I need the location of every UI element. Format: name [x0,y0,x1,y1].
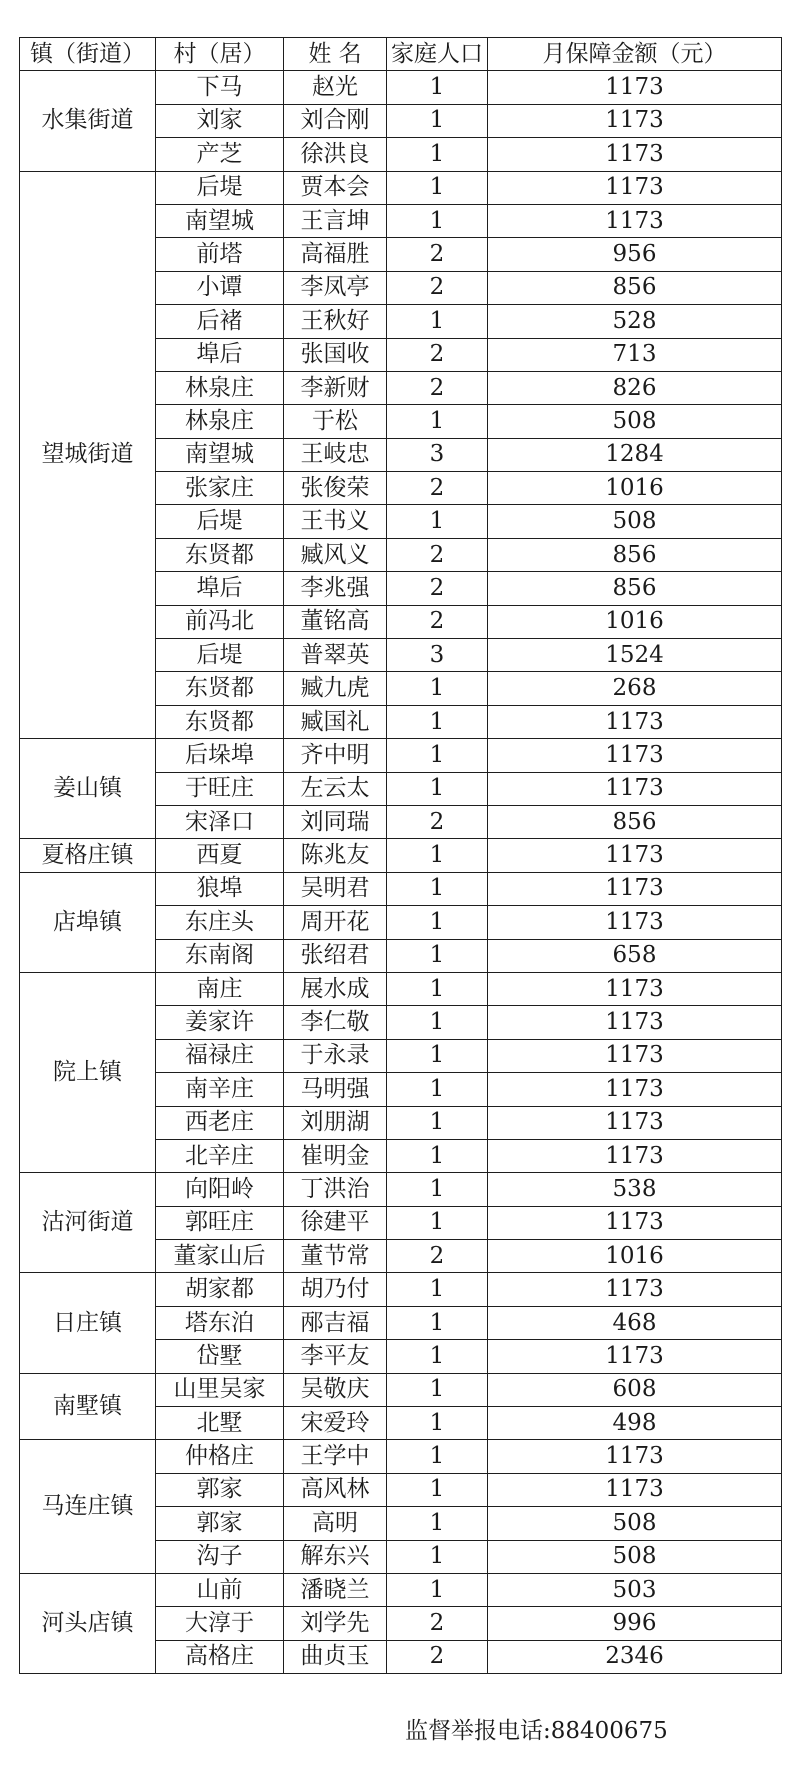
household-size-cell: 2 [387,338,488,371]
village-cell: 塔东泊 [156,1306,284,1339]
village-cell: 胡家都 [156,1273,284,1306]
household-size-cell: 1 [387,1540,488,1573]
table-body [20,71,782,1674]
village-cell: 狼埠 [156,872,284,905]
monthly-amount-cell: 658 [488,939,782,972]
village-cell: 郭旺庄 [156,1206,284,1239]
village-cell: 小谭 [156,271,284,304]
monthly-amount-cell: 1173 [488,1039,782,1072]
name-cell: 邴吉福 [284,1306,387,1339]
household-size-cell: 1 [387,171,488,204]
header-household-size: 家庭人口 [387,38,488,71]
household-size-cell: 1 [387,1206,488,1239]
name-cell: 吴明君 [284,872,387,905]
village-cell: 后垛埠 [156,739,284,772]
village-cell: 董家山后 [156,1240,284,1273]
name-cell: 解东兴 [284,1540,387,1573]
name-cell: 齐中明 [284,739,387,772]
monthly-amount-cell: 856 [488,805,782,838]
household-size-cell: 2 [387,1240,488,1273]
village-cell: 高格庄 [156,1640,284,1673]
name-cell: 李兆强 [284,572,387,605]
household-size-cell: 1 [387,1106,488,1139]
village-cell: 南庄 [156,972,284,1005]
monthly-amount-cell: 508 [488,1540,782,1573]
monthly-amount-cell: 826 [488,371,782,404]
header-village: 村（居） [156,38,284,71]
village-cell: 东贤都 [156,672,284,705]
monthly-amount-cell: 1016 [488,605,782,638]
household-size-cell: 1 [387,972,488,1005]
household-size-cell: 1 [387,1340,488,1373]
name-cell: 董节常 [284,1240,387,1273]
name-cell: 宋爱玲 [284,1407,387,1440]
town-cell: 沽河街道 [20,1173,156,1273]
name-cell: 臧国礼 [284,705,387,738]
monthly-amount-cell: 1173 [488,1473,782,1506]
name-cell: 李仁敬 [284,1006,387,1039]
name-cell: 赵光 [284,71,387,104]
name-cell: 王书义 [284,505,387,538]
monthly-amount-cell: 508 [488,1507,782,1540]
name-cell: 胡乃付 [284,1273,387,1306]
name-cell: 潘晓兰 [284,1573,387,1606]
household-size-cell: 1 [387,1440,488,1473]
village-cell: 东贤都 [156,705,284,738]
village-cell: 东南阁 [156,939,284,972]
village-cell: 郭家 [156,1507,284,1540]
name-cell: 王秋好 [284,305,387,338]
household-size-cell: 1 [387,1573,488,1606]
monthly-amount-cell: 1173 [488,1273,782,1306]
household-size-cell: 1 [387,906,488,939]
name-cell: 高明 [284,1507,387,1540]
monthly-amount-cell: 608 [488,1373,782,1406]
name-cell: 曲贞玉 [284,1640,387,1673]
name-cell: 高福胜 [284,238,387,271]
village-cell: 林泉庄 [156,371,284,404]
household-size-cell: 1 [387,138,488,171]
name-cell: 李凤亭 [284,271,387,304]
monthly-amount-cell: 1016 [488,1240,782,1273]
village-cell: 后堤 [156,171,284,204]
household-size-cell: 1 [387,1507,488,1540]
village-cell: 南望城 [156,438,284,471]
village-cell: 姜家许 [156,1006,284,1039]
household-size-cell: 1 [387,1407,488,1440]
monthly-amount-cell: 528 [488,305,782,338]
town-cell: 南墅镇 [20,1373,156,1440]
name-cell: 王学中 [284,1440,387,1473]
table-row [20,1573,782,1606]
household-size-cell: 1 [387,839,488,872]
monthly-amount-cell: 468 [488,1306,782,1339]
village-cell: 东庄头 [156,906,284,939]
household-size-cell: 1 [387,405,488,438]
town-cell: 马连庄镇 [20,1440,156,1574]
village-cell: 下马 [156,71,284,104]
village-cell: 宋泽口 [156,805,284,838]
name-cell: 崔明金 [284,1139,387,1172]
village-cell: 张家庄 [156,472,284,505]
village-cell: 后堤 [156,505,284,538]
name-cell: 徐建平 [284,1206,387,1239]
relief-table [19,37,782,1674]
town-cell: 望城街道 [20,171,156,739]
household-size-cell: 1 [387,1073,488,1106]
name-cell: 左云太 [284,772,387,805]
table-row [20,1373,782,1406]
monthly-amount-cell: 268 [488,672,782,705]
monthly-amount-cell: 856 [488,271,782,304]
monthly-amount-cell: 1173 [488,772,782,805]
monthly-amount-cell: 1173 [488,71,782,104]
table-row [20,872,782,905]
monthly-amount-cell: 856 [488,538,782,571]
household-size-cell: 2 [387,605,488,638]
name-cell: 徐洪良 [284,138,387,171]
name-cell: 于永录 [284,1039,387,1072]
monthly-amount-cell: 1173 [488,705,782,738]
household-size-cell: 1 [387,1039,488,1072]
household-size-cell: 1 [387,1173,488,1206]
village-cell: 于旺庄 [156,772,284,805]
town-cell: 店埠镇 [20,872,156,972]
table-row [20,1173,782,1206]
name-cell: 王岐忠 [284,438,387,471]
household-size-cell: 1 [387,1306,488,1339]
monthly-amount-cell: 1173 [488,138,782,171]
monthly-amount-cell: 996 [488,1607,782,1640]
household-size-cell: 2 [387,271,488,304]
town-cell: 姜山镇 [20,739,156,839]
town-cell: 日庄镇 [20,1273,156,1373]
village-cell: 东贤都 [156,538,284,571]
name-cell: 臧九虎 [284,672,387,705]
table-row [20,972,782,1005]
name-cell: 吴敬庆 [284,1373,387,1406]
monthly-amount-cell: 713 [488,338,782,371]
monthly-amount-cell: 1173 [488,104,782,137]
village-cell: 西夏 [156,839,284,872]
name-cell: 普翠英 [284,639,387,672]
village-cell: 仲格庄 [156,1440,284,1473]
monthly-amount-cell: 1173 [488,1440,782,1473]
name-cell: 刘同瑞 [284,805,387,838]
monthly-amount-cell: 1173 [488,1073,782,1106]
header-monthly-amount: 月保障金额（元） [488,38,782,71]
household-size-cell: 1 [387,305,488,338]
town-cell: 院上镇 [20,972,156,1172]
household-size-cell: 1 [387,1139,488,1172]
name-cell: 高风林 [284,1473,387,1506]
town-cell: 夏格庄镇 [20,839,156,872]
name-cell: 张绍君 [284,939,387,972]
name-cell: 李新财 [284,371,387,404]
household-size-cell: 1 [387,71,488,104]
household-size-cell: 1 [387,204,488,237]
village-cell: 埠后 [156,338,284,371]
village-cell: 福禄庄 [156,1039,284,1072]
name-cell: 张国收 [284,338,387,371]
name-cell: 马明强 [284,1073,387,1106]
village-cell: 埠后 [156,572,284,605]
village-cell: 林泉庄 [156,405,284,438]
village-cell: 前冯北 [156,605,284,638]
household-size-cell: 1 [387,505,488,538]
village-cell: 西老庄 [156,1106,284,1139]
village-cell: 向阳岭 [156,1173,284,1206]
household-size-cell: 1 [387,872,488,905]
monthly-amount-cell: 508 [488,505,782,538]
household-size-cell: 2 [387,238,488,271]
name-cell: 刘合刚 [284,104,387,137]
village-cell: 刘家 [156,104,284,137]
household-size-cell: 2 [387,472,488,505]
village-cell: 山里吴家 [156,1373,284,1406]
monthly-amount-cell: 1173 [488,204,782,237]
monthly-amount-cell: 1284 [488,438,782,471]
village-cell: 大淳于 [156,1607,284,1640]
monthly-amount-cell: 1173 [488,906,782,939]
household-size-cell: 2 [387,371,488,404]
monthly-amount-cell: 1173 [488,1106,782,1139]
header-name: 姓 名 [284,38,387,71]
table-row [20,171,782,204]
name-cell: 展水成 [284,972,387,1005]
name-cell: 张俊荣 [284,472,387,505]
household-size-cell: 1 [387,104,488,137]
household-size-cell: 3 [387,639,488,672]
monthly-amount-cell: 856 [488,572,782,605]
name-cell: 臧风义 [284,538,387,571]
household-size-cell: 1 [387,1006,488,1039]
name-cell: 周开花 [284,906,387,939]
table-row [20,71,782,104]
village-cell: 北辛庄 [156,1139,284,1172]
table-row [20,839,782,872]
monthly-amount-cell: 1016 [488,472,782,505]
monthly-amount-cell: 508 [488,405,782,438]
name-cell: 丁洪治 [284,1173,387,1206]
table-row [20,1273,782,1306]
village-cell: 后褚 [156,305,284,338]
table-row [20,739,782,772]
monthly-amount-cell: 1173 [488,1340,782,1373]
name-cell: 董铭高 [284,605,387,638]
monthly-amount-cell: 1173 [488,839,782,872]
monthly-amount-cell: 2346 [488,1640,782,1673]
town-cell: 河头店镇 [20,1573,156,1673]
hotline-text: 监督举报电话:88400675 [405,1718,668,1744]
monthly-amount-cell: 956 [488,238,782,271]
village-cell: 南望城 [156,204,284,237]
household-size-cell: 2 [387,538,488,571]
monthly-amount-cell: 538 [488,1173,782,1206]
name-cell: 刘朋湖 [284,1106,387,1139]
monthly-amount-cell: 1173 [488,171,782,204]
household-size-cell: 3 [387,438,488,471]
household-size-cell: 1 [387,705,488,738]
header-row [20,38,782,71]
household-size-cell: 1 [387,1273,488,1306]
name-cell: 于松 [284,405,387,438]
household-size-cell: 2 [387,572,488,605]
monthly-amount-cell: 503 [488,1573,782,1606]
household-size-cell: 1 [387,1473,488,1506]
monthly-amount-cell: 1173 [488,872,782,905]
village-cell: 北墅 [156,1407,284,1440]
monthly-amount-cell: 1173 [488,972,782,1005]
household-size-cell: 1 [387,672,488,705]
name-cell: 王言坤 [284,204,387,237]
village-cell: 产芝 [156,138,284,171]
village-cell: 山前 [156,1573,284,1606]
village-cell: 岱墅 [156,1340,284,1373]
household-size-cell: 2 [387,805,488,838]
monthly-amount-cell: 1173 [488,739,782,772]
name-cell: 陈兆友 [284,839,387,872]
monthly-amount-cell: 1173 [488,1139,782,1172]
household-size-cell: 1 [387,739,488,772]
village-cell: 前塔 [156,238,284,271]
monthly-amount-cell: 1173 [488,1206,782,1239]
household-size-cell: 1 [387,1373,488,1406]
table-row [20,1440,782,1473]
household-size-cell: 1 [387,939,488,972]
town-cell: 水集街道 [20,71,156,171]
monthly-amount-cell: 1524 [488,639,782,672]
name-cell: 贾本会 [284,171,387,204]
name-cell: 刘学先 [284,1607,387,1640]
village-cell: 郭家 [156,1473,284,1506]
village-cell: 后堤 [156,639,284,672]
monthly-amount-cell: 1173 [488,1006,782,1039]
village-cell: 南辛庄 [156,1073,284,1106]
household-size-cell: 1 [387,772,488,805]
household-size-cell: 2 [387,1607,488,1640]
header-town: 镇（街道） [20,38,156,71]
name-cell: 李平友 [284,1340,387,1373]
village-cell: 沟子 [156,1540,284,1573]
household-size-cell: 2 [387,1640,488,1673]
monthly-amount-cell: 498 [488,1407,782,1440]
